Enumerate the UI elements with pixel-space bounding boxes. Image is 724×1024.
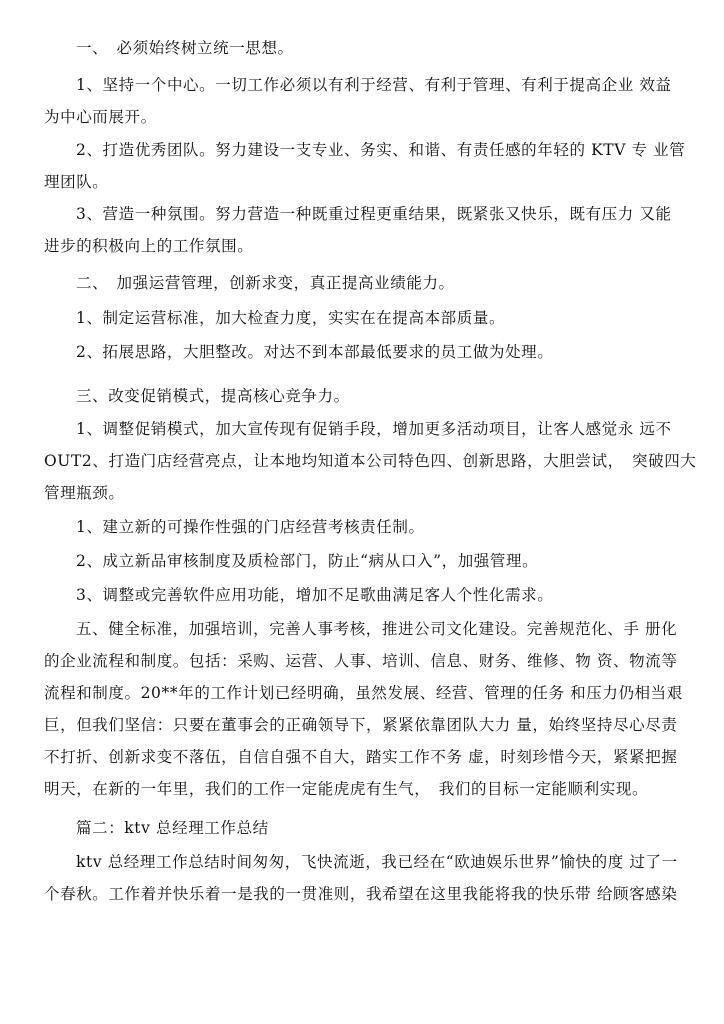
heading-1 [44,32,680,64]
text-line: 进步的积极向上的工作氛围。 [44,237,254,255]
text-line: 1、调整促销模式，加大宣传现有促销手段，增加更多活动项目，让客人感觉永 远不 [76,420,672,438]
paragraph-2-2 [44,336,680,368]
text-line: 明天，在新的一年里，我们的工作一定能虎虎有生气， 我们的目标一定能顺利实现。 [44,780,649,798]
text-line: 1、建立新的可操作性强的门店经营考核责任制。 [76,518,425,536]
text-line: 二、 加强运营管理，创新求变，真正提高业绩能力。 [76,274,455,292]
paragraph-ktv-summary [44,846,680,910]
heading-2 [44,267,680,299]
paragraph-5 [44,613,683,805]
section-title-2 [44,812,680,844]
paragraph-2-1 [44,302,680,334]
text-line: 理团队。 [44,173,109,191]
paragraph-3-3 [44,545,680,577]
text-line: 2、打造优秀团队。努力建设一支专业、务实、和谐、有责任感的年轻的 KTV 专 业管 [76,141,686,159]
text-line: 流程和制度。20**年的工作计划已经明确，虽然发展、经营、管理的任务 和压力仍相当艰 [44,684,683,702]
text-line: 不打折、创新求变不落伍，自信自强不自大，踏实工作不务 虚，时刻珍惜今天，紧紧把握 [44,748,678,766]
text-line: 巨，但我们坚信：只要在董事会的正确领导下，紧紧依靠团队大力 量，始终坚持尽心尽责 [44,716,678,734]
paragraph-1-1 [44,69,680,133]
text-line: 五、健全标准，加强培训，完善人事考核，推进公司文化建设。完善规范化、手 册化 [76,620,678,638]
text-line: 的企业流程和制度。包括：采购、运营、人事、培训、信息、财务、维修、物 资、物流等 [44,652,678,670]
paragraph-3-2 [44,511,680,543]
text-line: 1、坚持一个中心。一切工作必须以有利于经营、有利于管理、有利于提高企业 效益 [76,76,672,94]
text-line: 管理瓶颈。 [44,484,125,502]
text-line: OUT2、打造门店经营亮点，让本地均知道本公司特色四、创新思路，大胆尝试， 突破四大 [44,452,697,470]
text-line: 一、 必须始终树立统一思想。 [76,39,294,57]
paragraph-3-4 [44,579,680,611]
text-line: 3、调整或完善软件应用功能，增加不足歌曲满足客人个性化需求。 [76,586,554,604]
paragraph-3-1 [44,413,697,509]
text-line: 2、成立新品审核制度及质检部门，防止“病从口入”，加强管理。 [76,552,539,570]
text-line: 1、制定运营标准，加大检查力度，实实在在提高本部质量。 [76,309,506,327]
text-line: 为中心而展开。 [44,108,157,126]
text-line: 三、改变促销模式，提高核心竞争力。 [76,387,350,405]
text-line: 个春秋。工作着并快乐着一是我的一贯准则，我希望在这里我能将我的快乐带 给顾客感染 [44,885,678,903]
text-line: 2、拓展思路，大胆整改。对达不到本部最低要求的员工做为处理。 [76,343,554,361]
text-line: ktv 总经理工作总结时间匆匆，飞快流逝，我已经在“欧迪娱乐世界”愉快的度 过了一 [76,853,678,871]
paragraph-1-3 [44,198,680,262]
heading-3 [44,380,680,412]
text-line: 3、营造一种氛围。努力营造一种既重过程更重结果，既紧张又快乐，既有压力 又能 [76,205,672,223]
text-line: 篇二：ktv 总经理工作总结 [76,819,269,837]
paragraph-1-2 [44,134,686,198]
